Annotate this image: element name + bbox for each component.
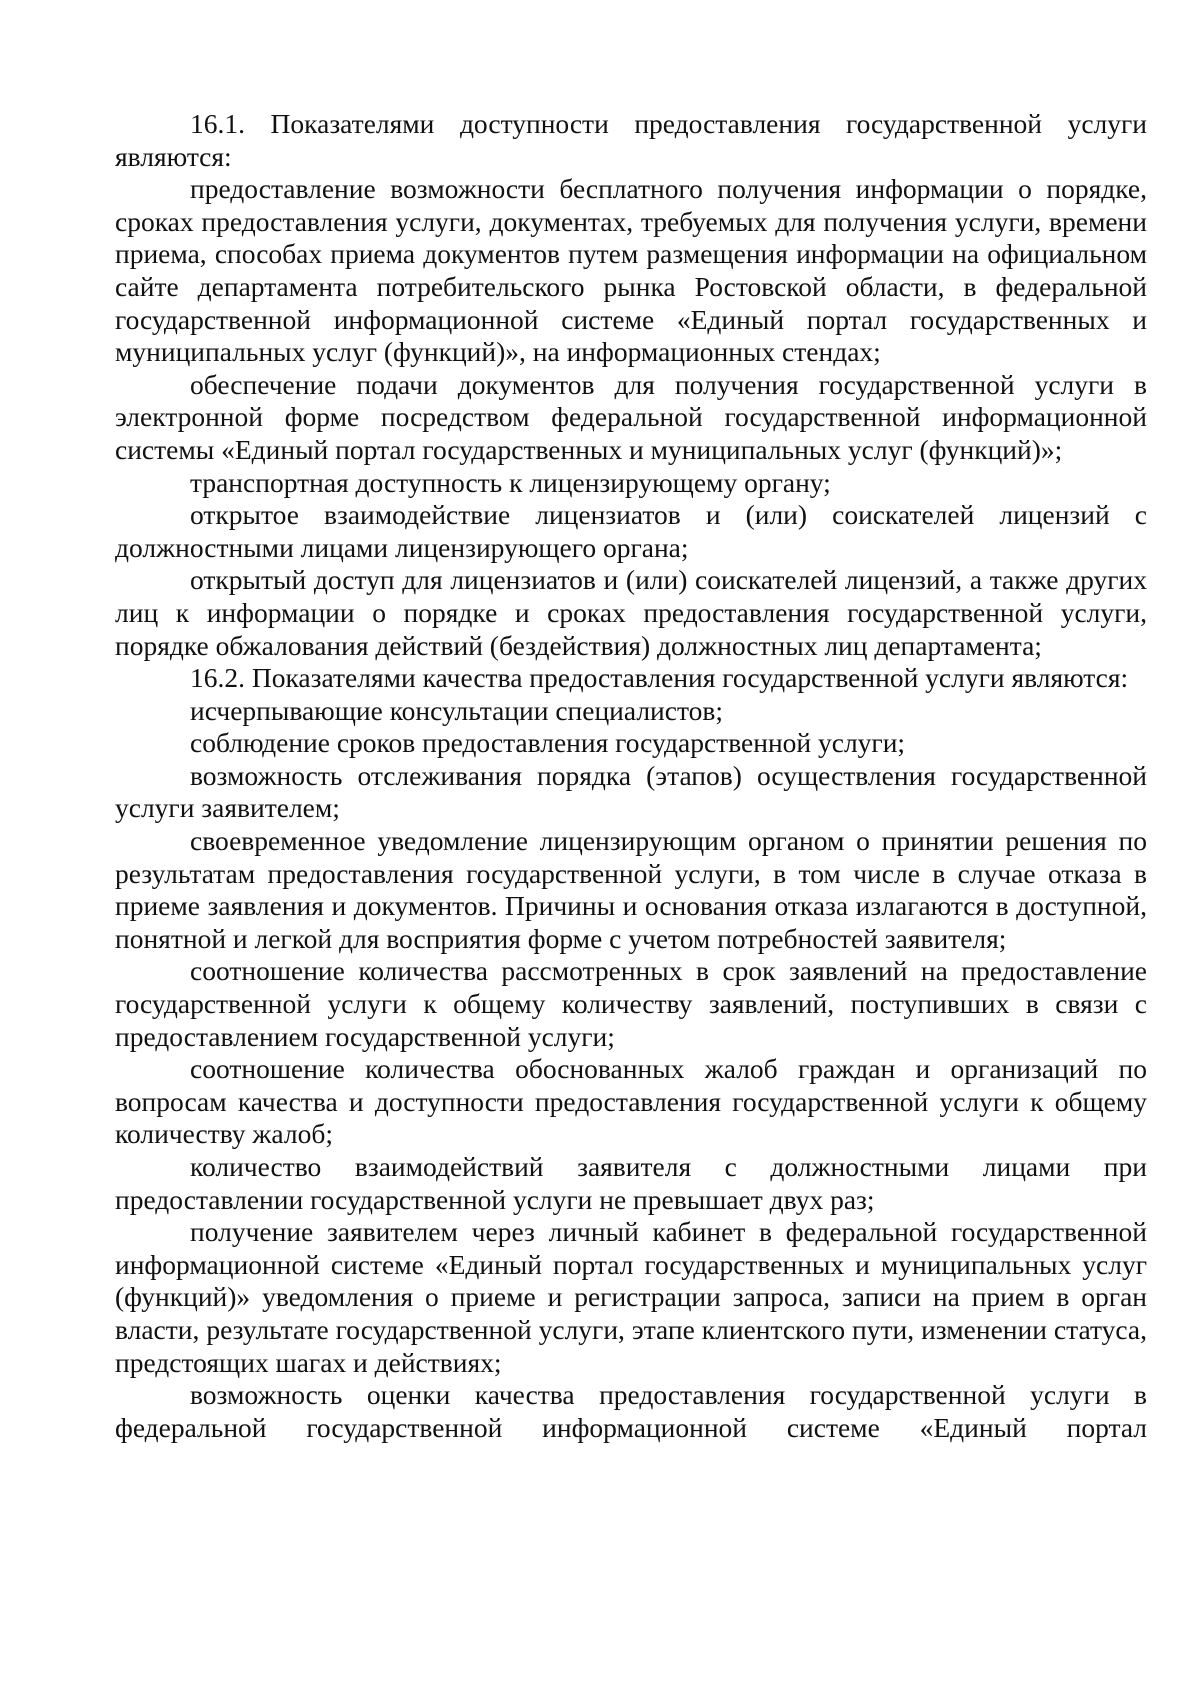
paragraph-electronic-submission: обеспечение подачи документов для получения государственной услуги в электронной форме посредством федеральной государственной информационной системы «Единый портал государственных и муниципальных услуг (функций)»; (115, 368, 1147, 465)
paragraph-personal-account: получение заявителем через личный кабинет в федеральной государственной информационной системе «Единый портал государственных и муниципальных услуг (функций)» уведомления о приеме и регистрации запроса, записи на прием в орган власти, результате государственной услуги, этапе клиентского пути, изменении статуса, предстоящих шагах и действиях; (115, 1216, 1147, 1378)
paragraph-consultations: исчерпывающие консультации специалистов; (190, 694, 724, 726)
paragraph-applications-ratio: соотношение количества рассмотренных в срок заявлений на предоставление государственной услуги к общему количеству заявлений, поступивших в связи с предоставлением государственной услуги; (115, 955, 1147, 1052)
paragraph-timely-notification: своевременное уведомление лицензирующим органом о принятии решения по результатам предоставления государственной услуги, в том числе в случае отказа в приеме заявления и документов. Причины и основания отказа излагаются в доступной, понятной и легкой для восприятия форме с учетом потребностей заявителя; (115, 825, 1147, 954)
paragraph-open-access: открытый доступ для лицензиатов и (или) соискателей лицензий, а также других лиц к информации о порядке и сроках предоставления государственной услуги, порядке обжалования действий (бездействия) должностных лиц департамента; (115, 564, 1147, 661)
paragraph-quality-assessment: возможность оценки качества предоставления государственной услуги в федеральной государственной информационной системе «Единый портал (115, 1379, 1147, 1443)
paragraph-transport-access: транспортная доступность к лицензирующему органу; (190, 466, 831, 498)
document-page (115, 108, 1147, 1444)
paragraph-16-1-heading: 16.1. Показателями доступности предоставления государственной услуги являются: (115, 108, 1147, 172)
paragraph-tracking: возможность отслеживания порядка (этапов) осуществления государственной услуги заявителем; (115, 759, 1147, 824)
paragraph-free-information: предоставление возможности бесплатного получения информации о порядке, сроках предоставления услуги, документах, требуемых для получения услуги, времени приема, способах приема документов путем размещения информации на официальном сайте департамента потребительского рынка Ростовской области, в федеральной государственной информационной системе «Единый портал государственных и муниципальных услуг (функций)», на информационных стендах; (115, 173, 1147, 368)
paragraph-complaints-ratio: соотношение количества обоснованных жалоб граждан и организаций по вопросам качества и доступности предоставления государственной услуги к общему количеству жалоб; (115, 1053, 1147, 1150)
paragraph-open-interaction: открытое взаимодействие лицензиатов и (или) соискателей лицензий с должностными лицами лицензирующего органа; (115, 499, 1147, 563)
paragraph-interaction-count: количество взаимодействий заявителя с должностными лицами при предоставлении государственной услуги не превышает двух раз; (115, 1151, 1147, 1215)
paragraph-deadlines: соблюдение сроков предоставления государственной услуги; (190, 727, 906, 759)
paragraph-16-2-heading: 16.2. Показателями качества предоставления государственной услуги являются: (190, 662, 1129, 694)
